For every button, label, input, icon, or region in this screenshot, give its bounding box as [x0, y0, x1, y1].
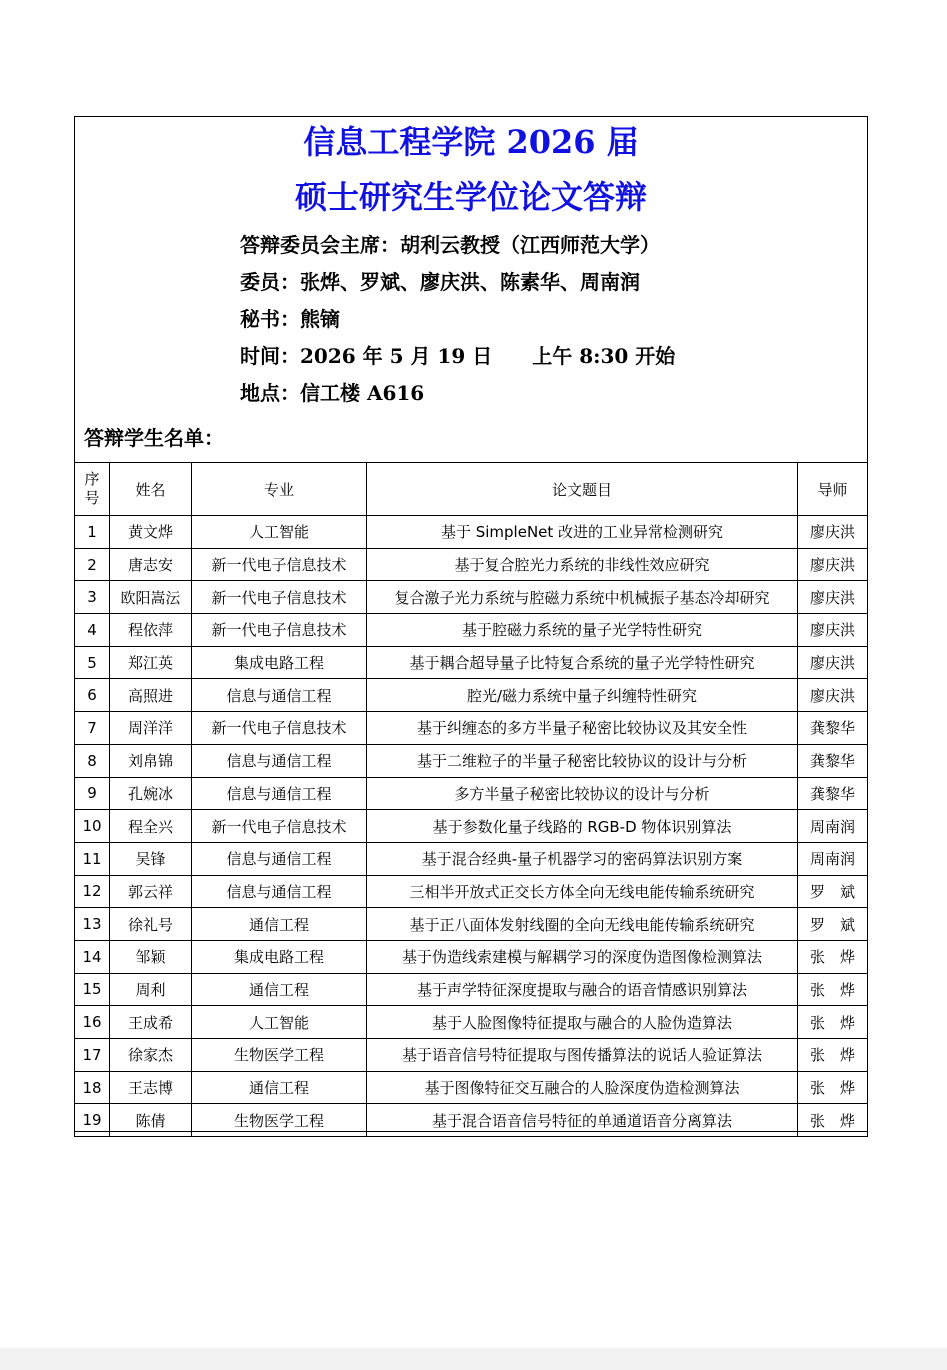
- cell-title: 基于混合语音信号特征的单通道语音分离算法: [367, 1104, 798, 1137]
- committee-members: 委员：张烨、罗斌、廖庆洪、陈素华、周南润: [240, 270, 640, 294]
- cell-major: 集成电路工程: [192, 646, 367, 679]
- cell-title: 基于伪造线索建模与解耦学习的深度伪造图像检测算法: [367, 940, 798, 973]
- cell-title: 基于混合经典-量子机器学习的密码算法识别方案: [367, 842, 798, 875]
- cell-major: 信息与通信工程: [192, 744, 367, 777]
- table-row: [75, 581, 868, 614]
- cell-title: 基于语音信号特征提取与图传播算法的说话人验证算法: [367, 1039, 798, 1072]
- cell-major: 生物医学工程: [192, 1039, 367, 1072]
- table-row: [75, 1104, 868, 1137]
- cell-major: 通信工程: [192, 973, 367, 1006]
- table-row: [75, 875, 868, 908]
- cell-seq: 15: [75, 973, 110, 1006]
- cell-major: 信息与通信工程: [192, 875, 367, 908]
- cell-seq: 8: [75, 744, 110, 777]
- defense-date: 时间：2026 年 5 月 19 日: [240, 344, 493, 368]
- document-subtitle: 硕士研究生学位论文答辩: [294, 178, 647, 216]
- student-list-label: 答辩学生名单：: [84, 426, 224, 450]
- cell-name: 刘帛锦: [110, 744, 192, 777]
- defense-time: [240, 342, 675, 370]
- table-header-row: [75, 463, 868, 516]
- cell-seq: 6: [75, 679, 110, 712]
- cell-advisor: 廖庆洪: [798, 679, 868, 712]
- cell-title: 基于人脸图像特征提取与融合的人脸伪造算法: [367, 1006, 798, 1039]
- cell-name: 唐志安: [110, 548, 192, 581]
- table-row: [75, 1039, 868, 1072]
- cell-name: 郭云祥: [110, 875, 192, 908]
- cell-major: 生物医学工程: [192, 1104, 367, 1137]
- cell-name: 郑江英: [110, 646, 192, 679]
- cell-major: 新一代电子信息技术: [192, 548, 367, 581]
- cell-major: 通信工程: [192, 1071, 367, 1104]
- cell-title: 基于二维粒子的半量子秘密比较协议的设计与分析: [367, 744, 798, 777]
- cell-advisor: 龚黎华: [798, 712, 868, 745]
- cell-advisor: 廖庆洪: [798, 614, 868, 647]
- table-row: [75, 842, 868, 875]
- committee-chair: 答辩委员会主席：胡利云教授（江西师范大学）: [240, 233, 660, 257]
- cell-major: 通信工程: [192, 908, 367, 941]
- cell-major: 人工智能: [192, 516, 367, 549]
- table-row: [75, 1071, 868, 1104]
- cell-seq: 10: [75, 810, 110, 843]
- cell-advisor: 周南润: [798, 842, 868, 875]
- cell-seq: 12: [75, 875, 110, 908]
- cell-advisor: 龚黎华: [798, 744, 868, 777]
- cell-major: 新一代电子信息技术: [192, 614, 367, 647]
- header-title: 论文题目: [367, 463, 798, 516]
- header-seq-line1: 序: [84, 470, 100, 488]
- cell-major: 信息与通信工程: [192, 679, 367, 712]
- defense-start-time: 上午 8:30 开始: [532, 344, 676, 368]
- cell-seq: 9: [75, 777, 110, 810]
- cell-major: 新一代电子信息技术: [192, 810, 367, 843]
- cell-seq: 11: [75, 842, 110, 875]
- cell-advisor: 张 烨: [798, 1071, 868, 1104]
- cell-seq: 13: [75, 908, 110, 941]
- cell-title: 基于参数化量子线路的 RGB-D 物体识别算法: [367, 810, 798, 843]
- cell-title: 基于声学特征深度提取与融合的语音情感识别算法: [367, 973, 798, 1006]
- cell-seq: 2: [75, 548, 110, 581]
- cell-title: 基于复合腔光力系统的非线性效应研究: [367, 548, 798, 581]
- cell-major: 人工智能: [192, 1006, 367, 1039]
- table-row: [75, 777, 868, 810]
- header-major: 专业: [192, 463, 367, 516]
- cell-advisor: 张 烨: [798, 1006, 868, 1039]
- cell-name: 程依萍: [110, 614, 192, 647]
- student-table: [74, 462, 868, 1137]
- table-row: [75, 548, 868, 581]
- cell-advisor: 张 烨: [798, 1104, 868, 1137]
- table-row: [75, 810, 868, 843]
- viewer-bottom-bar: [0, 1348, 947, 1370]
- cell-seq: 17: [75, 1039, 110, 1072]
- cell-title: 基于 SimpleNet 改进的工业异常检测研究: [367, 516, 798, 549]
- table-row: [75, 940, 868, 973]
- table-row: [75, 973, 868, 1006]
- table-row: [75, 908, 868, 941]
- table-row: [75, 516, 868, 549]
- cell-name: 周利: [110, 973, 192, 1006]
- cell-title: 复合激子光力系统与腔磁力系统中机械振子基态冷却研究: [367, 581, 798, 614]
- table-row: [75, 679, 868, 712]
- cell-major: 信息与通信工程: [192, 842, 367, 875]
- cell-name: 黄文烨: [110, 516, 192, 549]
- cell-advisor: 罗 斌: [798, 875, 868, 908]
- cell-advisor: 廖庆洪: [798, 548, 868, 581]
- cell-advisor: 张 烨: [798, 1039, 868, 1072]
- committee-secretary: 秘书：熊镝: [240, 307, 340, 331]
- cell-name: 邹颖: [110, 940, 192, 973]
- cell-title: 基于图像特征交互融合的人脸深度伪造检测算法: [367, 1071, 798, 1104]
- cell-name: 周洋洋: [110, 712, 192, 745]
- cell-major: 信息与通信工程: [192, 777, 367, 810]
- cell-name: 程全兴: [110, 810, 192, 843]
- cell-title: 基于耦合超导量子比特复合系统的量子光学特性研究: [367, 646, 798, 679]
- table-row: [75, 1006, 868, 1039]
- cell-major: 新一代电子信息技术: [192, 581, 367, 614]
- cell-title: 多方半量子秘密比较协议的设计与分析: [367, 777, 798, 810]
- cell-name: 孔婉冰: [110, 777, 192, 810]
- cell-seq: 16: [75, 1006, 110, 1039]
- header-seq: [75, 463, 110, 516]
- defense-location: 地点：信工楼 A616: [240, 381, 425, 405]
- cell-name: 欧阳嵩沄: [110, 581, 192, 614]
- cell-seq: 3: [75, 581, 110, 614]
- cell-seq: 18: [75, 1071, 110, 1104]
- cell-name: 陈倩: [110, 1104, 192, 1137]
- cell-advisor: 龚黎华: [798, 777, 868, 810]
- table-row: [75, 744, 868, 777]
- table-row: [75, 712, 868, 745]
- cell-advisor: 张 烨: [798, 973, 868, 1006]
- cell-advisor: 张 烨: [798, 940, 868, 973]
- cell-name: 高照进: [110, 679, 192, 712]
- header-seq-line2: 号: [84, 489, 100, 507]
- cell-name: 王成希: [110, 1006, 192, 1039]
- document-title: 信息工程学院 2026 届: [303, 123, 639, 161]
- cell-seq: 5: [75, 646, 110, 679]
- cell-advisor: 廖庆洪: [798, 581, 868, 614]
- header-name: 姓名: [110, 463, 192, 516]
- cell-advisor: 廖庆洪: [798, 516, 868, 549]
- cell-seq: 14: [75, 940, 110, 973]
- cell-seq: 19: [75, 1104, 110, 1137]
- cell-major: 新一代电子信息技术: [192, 712, 367, 745]
- cell-advisor: 周南润: [798, 810, 868, 843]
- cell-advisor: 廖庆洪: [798, 646, 868, 679]
- cell-title: 三相半开放式正交长方体全向无线电能传输系统研究: [367, 875, 798, 908]
- document-frame: [74, 116, 868, 1132]
- cell-name: 王志博: [110, 1071, 192, 1104]
- cell-title: 基于纠缠态的多方半量子秘密比较协议及其安全性: [367, 712, 798, 745]
- cell-name: 徐礼号: [110, 908, 192, 941]
- header-advisor: 导师: [798, 463, 868, 516]
- cell-title: 基于腔磁力系统的量子光学特性研究: [367, 614, 798, 647]
- cell-seq: 4: [75, 614, 110, 647]
- cell-title: 腔光/磁力系统中量子纠缠特性研究: [367, 679, 798, 712]
- table-row: [75, 614, 868, 647]
- cell-advisor: 罗 斌: [798, 908, 868, 941]
- cell-name: 吴锋: [110, 842, 192, 875]
- cell-seq: 1: [75, 516, 110, 549]
- cell-title: 基于正八面体发射线圈的全向无线电能传输系统研究: [367, 908, 798, 941]
- cell-name: 徐家杰: [110, 1039, 192, 1072]
- table-row: [75, 646, 868, 679]
- cell-seq: 7: [75, 712, 110, 745]
- cell-major: 集成电路工程: [192, 940, 367, 973]
